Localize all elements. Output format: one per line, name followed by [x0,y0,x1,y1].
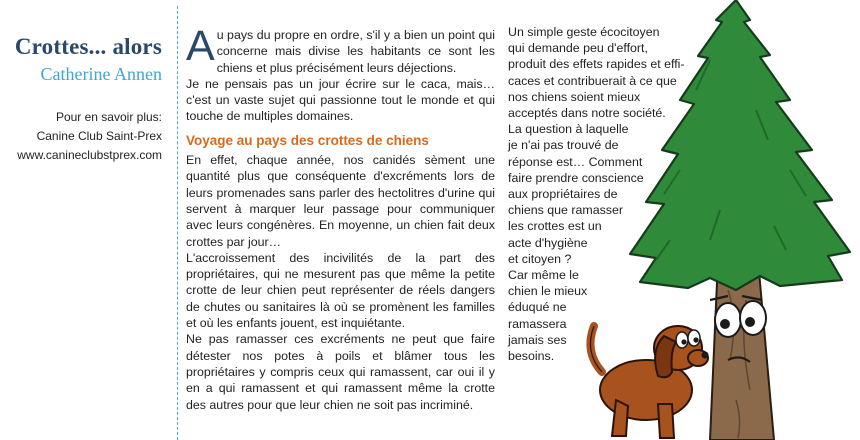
col2-line: acte d'hygiène [508,235,588,250]
col2-line: caces et contribuerait à ce que [508,73,677,88]
more-info-label: Pour en savoir plus: [55,110,162,124]
col2-line: chien le mieux [508,284,588,299]
col2-line: ramassera [508,316,567,331]
col2-line: acceptés dans notre société. [508,106,666,121]
col2-line: éduqué ne [508,300,567,315]
col2-line: aux propriétaires de [508,187,618,202]
body-paragraph-2: L'accroissement des incivilités de la part des propriétaires, qui ne mesurent pas que même la petite crotte de leur chien peut représenter de réels dangers de chutes ou sanitaires là où se promènent les familles et où les enfants jouent, est inquiétante. [186,250,495,331]
col2-line: je n'ai pas trouvé de [508,138,619,153]
more-info-block [17,108,162,165]
col2-line: faire prendre conscience [508,170,644,185]
col2-line: produit des effets rapides et effi- [508,57,685,72]
column-divider [177,6,178,440]
col2-line: Car même le [508,268,579,283]
col2-line: réponse est… Comment [508,154,643,169]
sidebar [0,0,172,440]
intro-paragraph-2: Je ne pensais pas un jour écrire sur le caca, mais… c'est un vaste sujet qui passionne tout le monde et qui touche de multiples domaines. [186,76,495,124]
drop-cap: A [186,22,215,70]
club-website-link[interactable]: www.canineclubstprex.com [17,148,162,162]
body-paragraph-1: En effet, chaque année, nos canidés sèment une quantité plus que conséquente d'excréments lors de leurs promenades sans parler des hectolitres d'urine qui servent à marquer leur passage pour communiquer avec leurs congénères. En moyenne, un chien fait deux crottes par jour… [186,153,495,249]
intro-paragraph-1 [186,22,495,76]
col2-line: La question à laquelle [508,122,629,137]
col2-line: jamais ses [508,332,567,347]
col2-line: les crottes est un [508,219,602,234]
cartoon-illustration [560,0,860,440]
article-title: Crottes... alors [14,34,162,59]
intro-text-1: u pays du propre en ordre, s'il y a bien un point qui concerne mais divise les habitants ce sont les chiens et plus précisément leurs déjections. [216,28,495,75]
col2-line: et citoyen ? [508,251,572,266]
section-heading: Voyage au pays des crottes de chiens [186,132,429,148]
body-paragraph-3: Ne pas ramasser ces excréments ne peut que faire détester nos potes à poils et blâmer tous les propriétaires y compris ceux qui ramassent, car oui il y en a qui ramassent et qui ramassent même la crotte des autres pour que leur chien ne soit pas incriminé. [186,332,495,412]
col2-line: besoins. [508,349,555,364]
col2-line: nos chiens soient mieux [508,89,641,104]
col2-line: chiens que ramasser [508,203,624,218]
dog-illustration [590,326,708,438]
author-name: Catherine Annen [40,64,162,84]
club-name: Canine Club Saint-Prex [36,129,162,143]
col2-line: Un simple geste écocitoyen [508,25,660,39]
article-column-1 [186,22,495,413]
col2-line: qui demande peu d'effort, [508,41,648,56]
